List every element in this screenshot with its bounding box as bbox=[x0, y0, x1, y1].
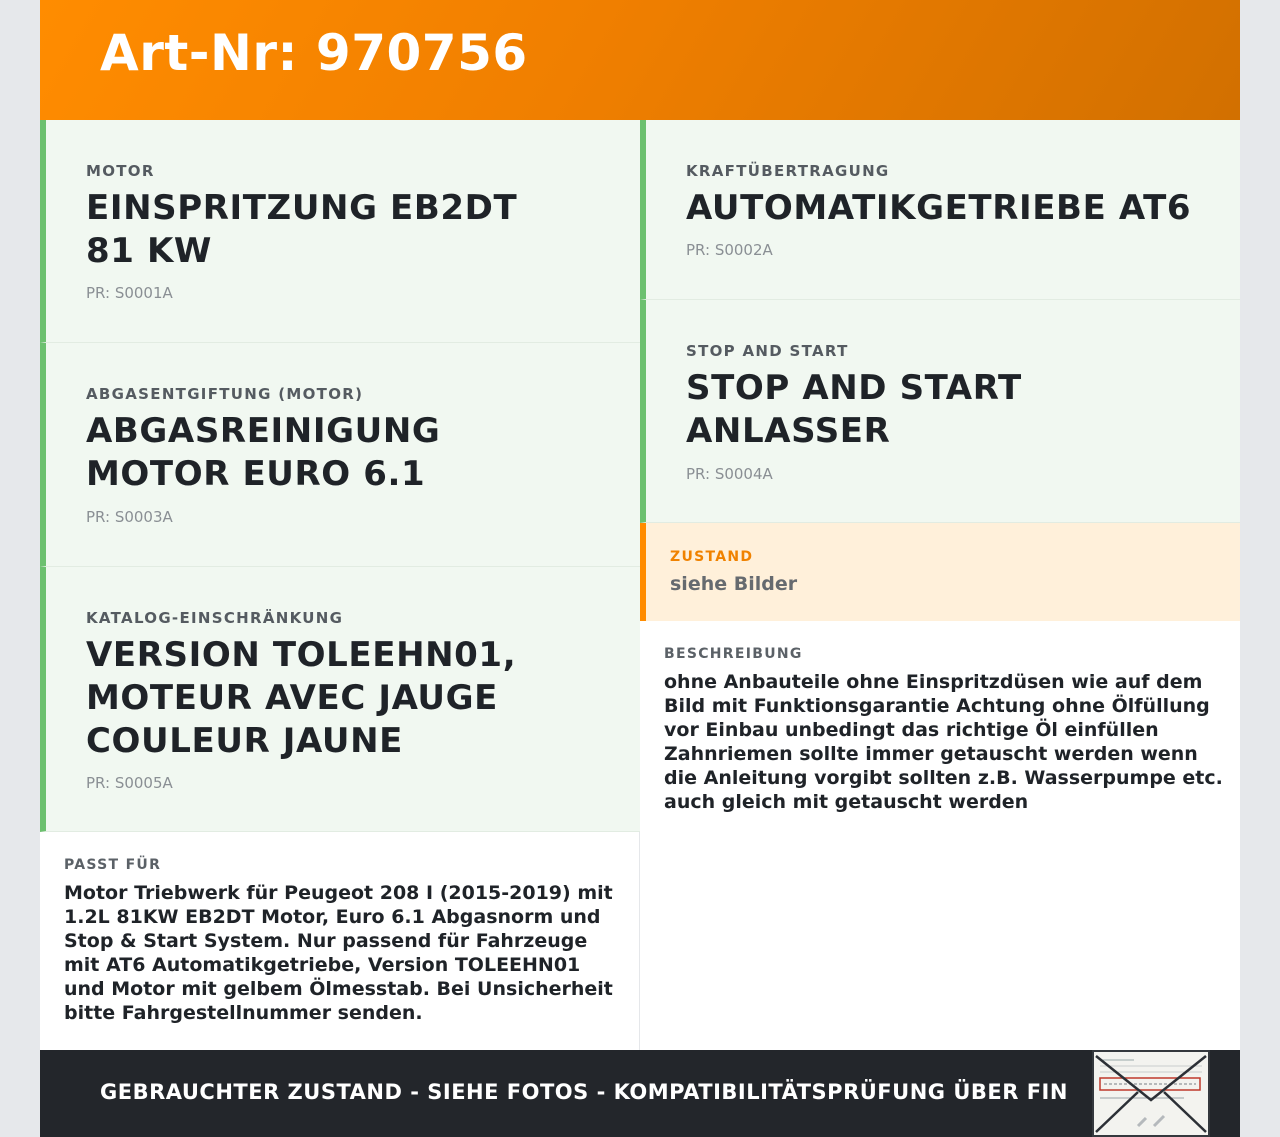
article-number-title: Art-Nr: 970756 bbox=[100, 24, 528, 82]
spec-value: AUTOMATIKGETRIEBE AT6 bbox=[686, 188, 1192, 228]
header-banner bbox=[40, 0, 1240, 120]
spec-label: MOTOR bbox=[86, 162, 155, 180]
spec-pr-code: PR: S0005A bbox=[86, 774, 173, 792]
passt-fuer-text: Motor Triebwerk für Peugeot 208 I (2015-2019) mit 1.2L 81KW EB2DT Motor, Euro 6.1 Abgasnorm und Stop & Start System. Nur passend für Fahrzeuge mit AT6 Automatikgetriebe, Version TOLEEHN01 und Motor mit gelbem Ölmesstab. Bei Unsicherheit bitte Fahrgestellnummer senden. bbox=[64, 882, 613, 1024]
spec-value: STOP AND START ANLASSER bbox=[686, 368, 1022, 451]
beschreibung-section bbox=[664, 646, 1224, 814]
product-page bbox=[40, 0, 1240, 1137]
spec-label: STOP AND START bbox=[686, 342, 849, 360]
spec-pr-code: PR: S0002A bbox=[686, 241, 773, 259]
spec-card-stop-start bbox=[640, 300, 1240, 523]
footer-text: GEBRAUCHTER ZUSTAND - SIEHE FOTOS - KOMPATIBILITÄTSPRÜFUNG ÜBER FIN bbox=[100, 1080, 1068, 1104]
spec-card-kraftuebertragung bbox=[640, 120, 1240, 300]
spec-value: EINSPRITZUNG EB2DT 81 KW bbox=[86, 188, 518, 271]
beschreibung-text: ohne Anbauteile ohne Einspritzdüsen wie auf dem Bild mit Funktionsgarantie Achtung ohne Ölfüllung vor Einbau unbedingt das richtige Öl einfüllen Zahnriemen sollte immer getauscht werden wenn die Anleitung vorgibt sollten z.B. Wasserpumpe etc. auch gleich mit getauscht werden bbox=[664, 671, 1223, 813]
spec-card-abgas bbox=[40, 343, 640, 567]
column-divider bbox=[639, 832, 640, 1050]
footer-bar bbox=[40, 1050, 1240, 1137]
spec-value: VERSION TOLEEHN01, MOTEUR AVEC JAUGE COULEUR JAUNE bbox=[86, 635, 517, 761]
spec-pr-code: PR: S0004A bbox=[686, 465, 773, 483]
envelope-document-icon bbox=[1094, 1052, 1208, 1135]
zustand-label: ZUSTAND bbox=[670, 549, 754, 565]
beschreibung-label: BESCHREIBUNG bbox=[664, 646, 803, 662]
spec-card-katalog bbox=[40, 567, 640, 832]
zustand-box bbox=[640, 523, 1240, 621]
spec-label: ABGASENTGIFTUNG (MOTOR) bbox=[86, 385, 364, 403]
zustand-value: siehe Bilder bbox=[670, 573, 798, 595]
spec-pr-code: PR: S0001A bbox=[86, 284, 173, 302]
document-thumbnail[interactable] bbox=[1092, 1050, 1210, 1137]
spec-card-motor bbox=[40, 120, 640, 343]
passt-fuer-label: PASST FÜR bbox=[64, 857, 162, 873]
spec-label: KRAFTÜBERTRAGUNG bbox=[686, 162, 890, 180]
spec-value: ABGASREINIGUNG MOTOR EURO 6.1 bbox=[86, 411, 441, 494]
spec-pr-code: PR: S0003A bbox=[86, 508, 173, 526]
passt-fuer-section bbox=[64, 857, 624, 1025]
spec-label: KATALOG-EINSCHRÄNKUNG bbox=[86, 609, 344, 627]
